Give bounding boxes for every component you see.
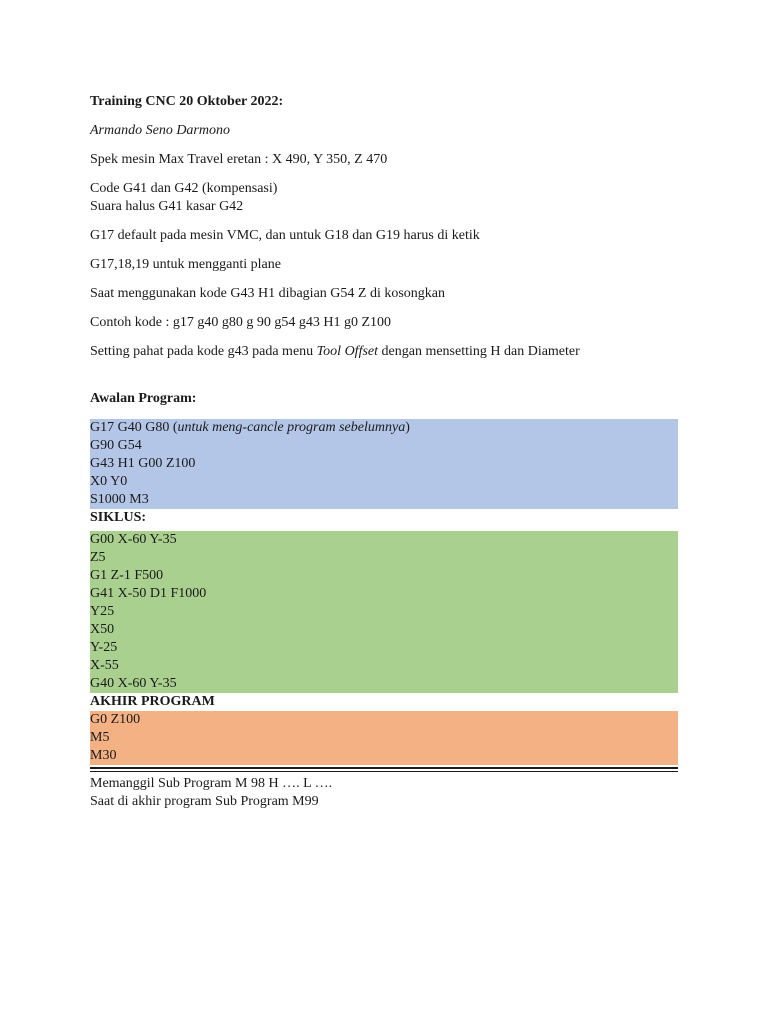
- tool-offset-pre: Setting pahat pada kode g43 pada menu: [90, 344, 317, 359]
- awalan-line-1-comment: untuk meng-cancle program sebelumnya: [177, 420, 406, 435]
- spec-note: Spek mesin Max Travel eretan : X 490, Y 350, Z 470: [90, 152, 388, 167]
- siklus-line-7: Y-25: [90, 640, 118, 655]
- compensation-note: [90, 180, 678, 216]
- awalan-heading: Awalan Program:: [90, 391, 197, 406]
- siklus-code-block: [90, 531, 678, 693]
- awalan-line-1: [90, 419, 678, 437]
- sub-program-call: Memanggil Sub Program M 98 H …. L ….: [90, 776, 333, 791]
- awalan-line-1-close: ): [405, 420, 410, 435]
- akhir-line-3: M30: [90, 748, 117, 763]
- akhir-line-2: M5: [90, 730, 110, 745]
- double-rule-divider: [90, 767, 678, 772]
- sub-program-end: Saat di akhir program Sub Program M99: [90, 794, 319, 809]
- siklus-line-1: G00 X-60 Y-35: [90, 532, 177, 547]
- spacer: [90, 372, 678, 390]
- g43-note: Saat menggunakan kode G43 H1 dibagian G54 Z di kosongkan: [90, 286, 445, 301]
- siklus-line-5: Y25: [90, 604, 115, 619]
- awalan-line-3: G43 H1 G00 Z100: [90, 456, 196, 471]
- compensation-line-2: Suara halus G41 kasar G42: [90, 199, 244, 214]
- tool-offset-note: [90, 343, 678, 361]
- awalan-code-block: [90, 419, 678, 509]
- akhir-code-block: [90, 711, 678, 765]
- tool-offset-menu: Tool Offset: [316, 344, 379, 359]
- document-content: [90, 93, 678, 811]
- plane-note: G17,18,19 untuk mengganti plane: [90, 257, 281, 272]
- siklus-line-8: X-55: [90, 658, 119, 673]
- awalan-line-2: G90 G54: [90, 438, 142, 453]
- compensation-line-1: Code G41 dan G42 (kompensasi): [90, 181, 278, 196]
- siklus-heading: SIKLUS:: [90, 510, 147, 525]
- akhir-line-1: G0 Z100: [90, 712, 141, 727]
- g17-default-note: G17 default pada mesin VMC, dan untuk G18 dan G19 harus di ketik: [90, 228, 480, 243]
- awalan-line-4: X0 Y0: [90, 474, 128, 489]
- siklus-line-6: X50: [90, 622, 115, 637]
- siklus-line-4: G41 X-50 D1 F1000: [90, 586, 207, 601]
- siklus-line-3: G1 Z-1 F500: [90, 568, 164, 583]
- awalan-line-1-code: G17 G40 G80 (: [90, 420, 178, 435]
- akhir-heading: AKHIR PROGRAM: [90, 694, 215, 709]
- siklus-line-2: Z5: [90, 550, 106, 565]
- author-name: Armando Seno Darmono: [90, 123, 230, 138]
- example-code-note: Contoh kode : g17 g40 g80 g 90 g54 g43 H1 g0 Z100: [90, 315, 391, 330]
- tool-offset-post: dengan mensetting H dan Diameter: [378, 344, 580, 359]
- siklus-line-9: G40 X-60 Y-35: [90, 676, 177, 691]
- document-title: Training CNC 20 Oktober 2022:: [90, 94, 284, 109]
- awalan-line-5: S1000 M3: [90, 492, 149, 507]
